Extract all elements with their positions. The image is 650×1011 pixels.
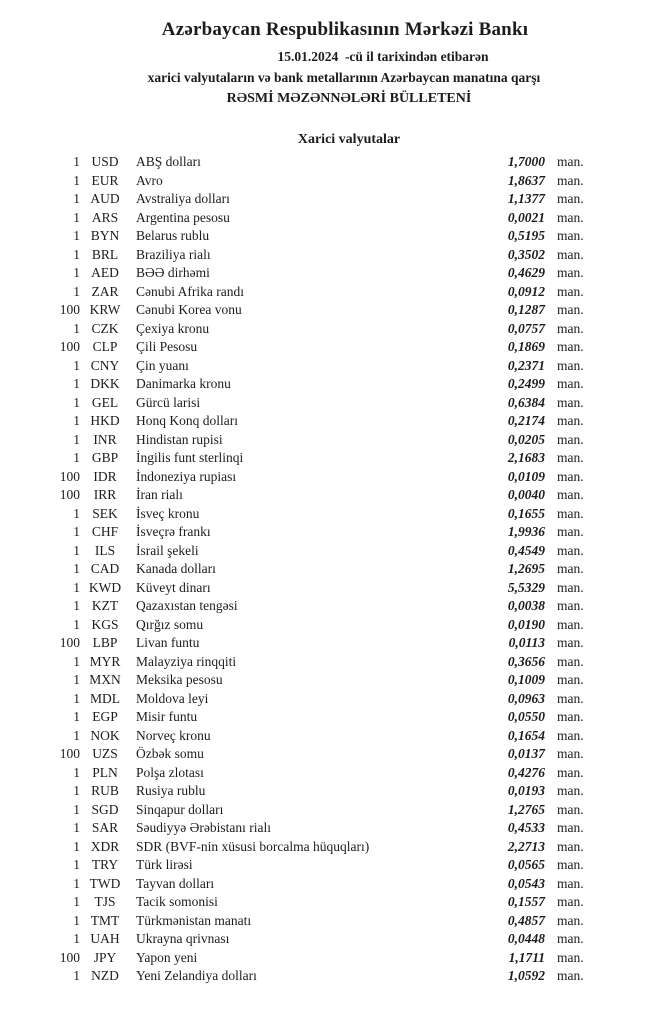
currency-name: Norveç kronu <box>136 727 211 743</box>
nominal-value: 100 <box>59 635 80 650</box>
currency-name: Danimarka kronu <box>136 376 231 391</box>
currency-name: Tacik somonisi <box>136 894 218 909</box>
currency-name: Çin yuanı <box>136 357 189 373</box>
currency-code: TJS <box>94 894 116 909</box>
rate-value: 1,0592 <box>507 968 545 983</box>
rate-value: 0,6384 <box>507 394 545 410</box>
currency-name: Argentina pesosu <box>136 209 230 225</box>
nominal-value: 1 <box>73 283 80 299</box>
currency-name: Livan funtu <box>136 635 200 650</box>
rate-value: 0,3656 <box>507 653 545 669</box>
exchange-rates-table <box>0 153 650 986</box>
unit-label: man. <box>557 820 584 835</box>
currency-name: Çili Pesosu <box>136 339 198 354</box>
currency-code: AED <box>91 265 119 280</box>
unit-label: man. <box>557 505 584 521</box>
rate-value: 0,1654 <box>507 727 545 743</box>
nominal-value: 1 <box>73 209 80 225</box>
currency-name: Türk lirəsi <box>136 857 193 872</box>
table-row <box>0 172 650 191</box>
unit-label: man. <box>557 598 584 613</box>
currency-name: Hindistan rupisi <box>136 431 223 447</box>
unit-label: man. <box>557 228 584 243</box>
rate-value: 0,0040 <box>507 487 545 502</box>
rate-value: 0,0565 <box>507 857 545 872</box>
table-row <box>0 838 650 857</box>
nominal-value: 1 <box>73 394 80 410</box>
nominal-value: 100 <box>59 487 80 502</box>
currency-name: Sinqapur dolları <box>136 801 224 817</box>
rate-value: 0,0550 <box>507 709 545 724</box>
rate-value: 1,8637 <box>507 172 545 188</box>
table-row <box>0 505 650 524</box>
nominal-value: 100 <box>59 468 80 484</box>
currency-name: Tayvan dolları <box>136 875 215 891</box>
currency-name: Küveyt dinarı <box>136 579 211 595</box>
currency-code: CZK <box>91 320 119 336</box>
table-row <box>0 616 650 635</box>
currency-name: Avro <box>136 172 163 188</box>
rate-value: 0,1655 <box>507 505 545 521</box>
table-row <box>0 542 650 561</box>
table-row <box>0 394 650 413</box>
unit-label: man. <box>557 616 584 632</box>
rate-value: 0,0193 <box>507 783 545 798</box>
table-row <box>0 449 650 468</box>
unit-label: man. <box>557 339 584 354</box>
currency-name: Misir funtu <box>136 709 198 724</box>
currency-name: Yapon yeni <box>136 949 198 965</box>
nominal-value: 100 <box>59 746 80 761</box>
table-row <box>0 560 650 579</box>
table-row <box>0 949 650 968</box>
nominal-value: 1 <box>73 820 80 835</box>
currency-code: SGD <box>91 801 119 817</box>
unit-label: man. <box>557 949 584 965</box>
currency-name: İran rialı <box>136 487 183 502</box>
currency-code: IDR <box>93 468 117 484</box>
currency-code: LBP <box>92 635 118 650</box>
unit-label: man. <box>557 931 584 946</box>
currency-code: TRY <box>91 857 119 872</box>
nominal-value: 1 <box>73 912 80 928</box>
unit-label: man. <box>557 727 584 743</box>
nominal-value: 1 <box>73 857 80 872</box>
table-row <box>0 301 650 320</box>
currency-code: NOK <box>90 727 120 743</box>
unit-label: man. <box>557 912 584 928</box>
currency-name: Avstraliya dolları <box>136 191 230 206</box>
nominal-value: 1 <box>73 246 80 262</box>
rate-value: 0,4857 <box>507 912 545 928</box>
currency-name: SDR (BVF-nin xüsusi borcalma hüquqları) <box>136 838 370 854</box>
currency-name: Cənubi Korea vonu <box>136 302 242 317</box>
currency-code: NZD <box>91 968 119 983</box>
currency-code: EUR <box>91 172 119 188</box>
bank-name-title: Azərbaycan Respublikasının Mərkəzi Bankı <box>161 19 529 40</box>
currency-name: Cənubi Afrika randı <box>136 283 244 299</box>
currency-code: MYR <box>89 653 121 669</box>
unit-label: man. <box>557 524 584 539</box>
currency-code: SEK <box>92 505 118 521</box>
nominal-value: 1 <box>73 172 80 188</box>
rate-value: 1,9936 <box>507 524 545 539</box>
table-row <box>0 209 650 228</box>
currency-name: BƏƏ dirhəmi <box>136 265 210 280</box>
nominal-value: 100 <box>59 339 80 354</box>
unit-label: man. <box>557 709 584 724</box>
currency-code: ARS <box>91 209 119 225</box>
rate-value: 2,2713 <box>507 838 545 854</box>
rate-value: 0,1009 <box>507 672 545 687</box>
table-row <box>0 357 650 376</box>
unit-label: man. <box>557 487 584 502</box>
currency-code: CAD <box>90 561 120 576</box>
table-row <box>0 153 650 172</box>
table-row <box>0 579 650 598</box>
currency-code: IRR <box>93 487 117 502</box>
table-row <box>0 708 650 727</box>
rate-value: 0,0038 <box>507 598 545 613</box>
table-row <box>0 597 650 616</box>
nominal-value: 1 <box>73 579 80 595</box>
currency-name: Rusiya rublu <box>136 783 206 798</box>
currency-name: İndoneziya rupiası <box>136 468 237 484</box>
table-row <box>0 671 650 690</box>
nominal-value: 1 <box>73 838 80 854</box>
currency-code: ILS <box>94 542 116 558</box>
table-row <box>0 338 650 357</box>
table-row <box>0 856 650 875</box>
currency-code: TWD <box>89 875 121 891</box>
table-row <box>0 190 650 209</box>
currency-name: ABŞ dolları <box>136 154 201 169</box>
nominal-value: 1 <box>73 450 80 465</box>
nominal-value: 1 <box>73 505 80 521</box>
nominal-value: 1 <box>73 875 80 891</box>
rate-value: 0,0543 <box>507 875 545 891</box>
unit-label: man. <box>557 875 584 891</box>
table-row <box>0 486 650 505</box>
nominal-value: 1 <box>73 228 80 243</box>
nominal-value: 1 <box>73 524 80 539</box>
table-row <box>0 375 650 394</box>
rate-value: 0,0109 <box>507 468 545 484</box>
nominal-value: 1 <box>73 357 80 373</box>
currency-code: GBP <box>91 450 119 465</box>
unit-label: man. <box>557 690 584 706</box>
currency-code: CNY <box>90 357 120 373</box>
currency-name: Malayziya rinqqiti <box>136 653 237 669</box>
unit-label: man. <box>557 857 584 872</box>
rate-value: 0,4629 <box>507 265 545 280</box>
rate-value: 1,1377 <box>507 191 545 206</box>
currency-name: İsveçrə frankı <box>136 524 211 539</box>
currency-name: Kanada dolları <box>136 561 216 576</box>
unit-label: man. <box>557 209 584 225</box>
currency-code: CHF <box>91 524 119 539</box>
rate-value: 1,7000 <box>507 154 545 169</box>
currency-name: Özbək somu <box>136 746 204 761</box>
currency-code: BRL <box>91 246 119 262</box>
table-row <box>0 893 650 912</box>
currency-name: İsrail şekeli <box>136 542 199 558</box>
table-row <box>0 764 650 783</box>
table-row <box>0 801 650 820</box>
nominal-value: 1 <box>73 931 80 946</box>
rate-value: 1,1711 <box>508 949 545 965</box>
currency-code: HKD <box>90 413 120 428</box>
currency-name: Polşa zlotası <box>136 764 204 780</box>
nominal-value: 1 <box>73 653 80 669</box>
rate-value: 0,0113 <box>508 635 545 650</box>
rate-value: 0,2371 <box>507 357 545 373</box>
currency-name: Səudiyyə Ərəbistanı rialı <box>136 820 271 835</box>
unit-label: man. <box>557 635 584 650</box>
unit-label: man. <box>557 653 584 669</box>
effective-date-line: 15.01.2024 -cü il tarixindən etibarən <box>277 49 489 64</box>
unit-label: man. <box>557 468 584 484</box>
unit-label: man. <box>557 265 584 280</box>
table-row <box>0 320 650 339</box>
table-row <box>0 431 650 450</box>
unit-label: man. <box>557 542 584 558</box>
unit-label: man. <box>557 172 584 188</box>
unit-label: man. <box>557 191 584 206</box>
nominal-value: 1 <box>73 672 80 687</box>
nominal-value: 1 <box>73 783 80 798</box>
table-row <box>0 690 650 709</box>
currency-code: ZAR <box>91 283 119 299</box>
currency-code: AUD <box>90 191 120 206</box>
currency-name: Belarus rublu <box>136 228 210 243</box>
table-row <box>0 412 650 431</box>
rate-value: 0,2174 <box>507 413 545 428</box>
rate-value: 0,0912 <box>507 283 545 299</box>
currency-name: Qazaxıstan tengəsi <box>136 598 238 613</box>
nominal-value: 1 <box>73 376 80 391</box>
nominal-value: 1 <box>73 320 80 336</box>
currency-name: Yeni Zelandiya dolları <box>136 968 257 983</box>
rate-value: 0,5195 <box>507 228 545 243</box>
nominal-value: 1 <box>73 191 80 206</box>
currency-code: SAR <box>91 820 119 835</box>
nominal-value: 1 <box>73 709 80 724</box>
rate-value: 0,2499 <box>507 376 545 391</box>
unit-label: man. <box>557 764 584 780</box>
currency-name: Honq Konq dolları <box>136 413 238 428</box>
table-row <box>0 782 650 801</box>
table-row <box>0 283 650 302</box>
unit-label: man. <box>557 431 584 447</box>
currency-code: RUB <box>91 783 119 798</box>
table-row <box>0 745 650 764</box>
rate-value: 0,4276 <box>507 764 545 780</box>
nominal-value: 1 <box>73 690 80 706</box>
rate-value: 0,0448 <box>507 931 545 946</box>
nominal-value: 1 <box>73 616 80 632</box>
table-row <box>0 264 650 283</box>
table-row <box>0 227 650 246</box>
section-title-foreign-currencies: Xarici valyutalar <box>297 132 401 147</box>
rate-value: 0,0021 <box>507 209 545 225</box>
bulletin-title: RƏSMİ MƏZƏNNƏLƏRİ BÜLLETENİ <box>226 91 472 106</box>
currency-code: KRW <box>89 302 121 317</box>
unit-label: man. <box>557 838 584 854</box>
unit-label: man. <box>557 376 584 391</box>
unit-label: man. <box>557 801 584 817</box>
rate-value: 0,1869 <box>507 339 545 354</box>
currency-name: Meksika pesosu <box>136 672 223 687</box>
table-row <box>0 468 650 487</box>
unit-label: man. <box>557 357 584 373</box>
currency-code: GEL <box>91 394 119 410</box>
currency-code: EGP <box>92 709 118 724</box>
unit-label: man. <box>557 579 584 595</box>
rate-value: 0,4533 <box>507 820 545 835</box>
currency-code: BYN <box>90 228 120 243</box>
currency-code: KWD <box>88 579 122 595</box>
table-row <box>0 523 650 542</box>
rate-value: 0,0757 <box>507 320 545 336</box>
unit-label: man. <box>557 246 584 262</box>
nominal-value: 1 <box>73 413 80 428</box>
rate-value: 0,3502 <box>507 246 545 262</box>
unit-label: man. <box>557 561 584 576</box>
rate-value: 1,2695 <box>507 561 545 576</box>
nominal-value: 1 <box>73 431 80 447</box>
unit-label: man. <box>557 413 584 428</box>
unit-label: man. <box>557 283 584 299</box>
currency-code: MDL <box>90 690 120 706</box>
table-row <box>0 912 650 931</box>
nominal-value: 100 <box>59 949 80 965</box>
rate-value: 5,5329 <box>507 579 545 595</box>
table-row <box>0 246 650 265</box>
rate-value: 0,0963 <box>507 690 545 706</box>
unit-label: man. <box>557 320 584 336</box>
nominal-value: 1 <box>73 265 80 280</box>
currency-name: Qırğız somu <box>136 616 204 632</box>
currency-name: Çexiya kronu <box>136 320 210 336</box>
currency-name: Moldova leyi <box>136 690 209 706</box>
currency-code: TMT <box>90 912 120 928</box>
rate-value: 0,0137 <box>507 746 545 761</box>
rate-value: 1,2765 <box>507 801 545 817</box>
unit-label: man. <box>557 894 584 909</box>
table-row <box>0 875 650 894</box>
nominal-value: 1 <box>73 154 80 169</box>
rate-value: 2,1683 <box>507 450 545 465</box>
scope-line: xarici valyutaların və bank metallarının Azərbaycan manatına qarşı <box>147 70 541 85</box>
currency-code: USD <box>91 154 119 169</box>
nominal-value: 1 <box>73 801 80 817</box>
table-row <box>0 653 650 672</box>
currency-code: DKK <box>90 376 120 391</box>
nominal-value: 1 <box>73 727 80 743</box>
rate-value: 0,4549 <box>507 542 545 558</box>
table-row <box>0 930 650 949</box>
table-row <box>0 967 650 986</box>
currency-name: Braziliya rialı <box>136 246 211 262</box>
currency-code: XDR <box>90 838 120 854</box>
unit-label: man. <box>557 154 584 169</box>
currency-name: Türkmənistan manatı <box>136 912 252 928</box>
table-row <box>0 634 650 653</box>
currency-name: Gürcü larisi <box>136 394 201 410</box>
currency-code: INR <box>93 431 117 447</box>
currency-code: MXN <box>89 672 121 687</box>
table-row <box>0 727 650 746</box>
rate-value: 0,0205 <box>507 431 545 447</box>
nominal-value: 1 <box>73 764 80 780</box>
currency-code: UZS <box>92 746 118 761</box>
unit-label: man. <box>557 302 584 317</box>
rate-value: 0,1287 <box>507 302 545 317</box>
unit-label: man. <box>557 746 584 761</box>
currency-code: PLN <box>92 764 118 780</box>
currency-code: KZT <box>91 598 119 613</box>
rate-value: 0,0190 <box>507 616 545 632</box>
table-row <box>0 819 650 838</box>
currency-code: KGS <box>91 616 119 632</box>
nominal-value: 1 <box>73 894 80 909</box>
unit-label: man. <box>557 672 584 687</box>
currency-name: İngilis funt sterlinqi <box>136 450 244 465</box>
unit-label: man. <box>557 394 584 410</box>
rate-value: 0,1557 <box>507 894 545 909</box>
nominal-value: 1 <box>73 598 80 613</box>
nominal-value: 100 <box>59 302 80 317</box>
currency-name: Ukrayna qrivnası <box>136 931 230 946</box>
nominal-value: 1 <box>73 561 80 576</box>
nominal-value: 1 <box>73 542 80 558</box>
nominal-value: 1 <box>73 968 80 983</box>
unit-label: man. <box>557 783 584 798</box>
currency-name: İsveç kronu <box>136 505 200 521</box>
currency-code: UAH <box>90 931 120 946</box>
unit-label: man. <box>557 450 584 465</box>
currency-code: JPY <box>93 949 117 965</box>
currency-code: CLP <box>92 339 118 354</box>
unit-label: man. <box>557 968 584 983</box>
